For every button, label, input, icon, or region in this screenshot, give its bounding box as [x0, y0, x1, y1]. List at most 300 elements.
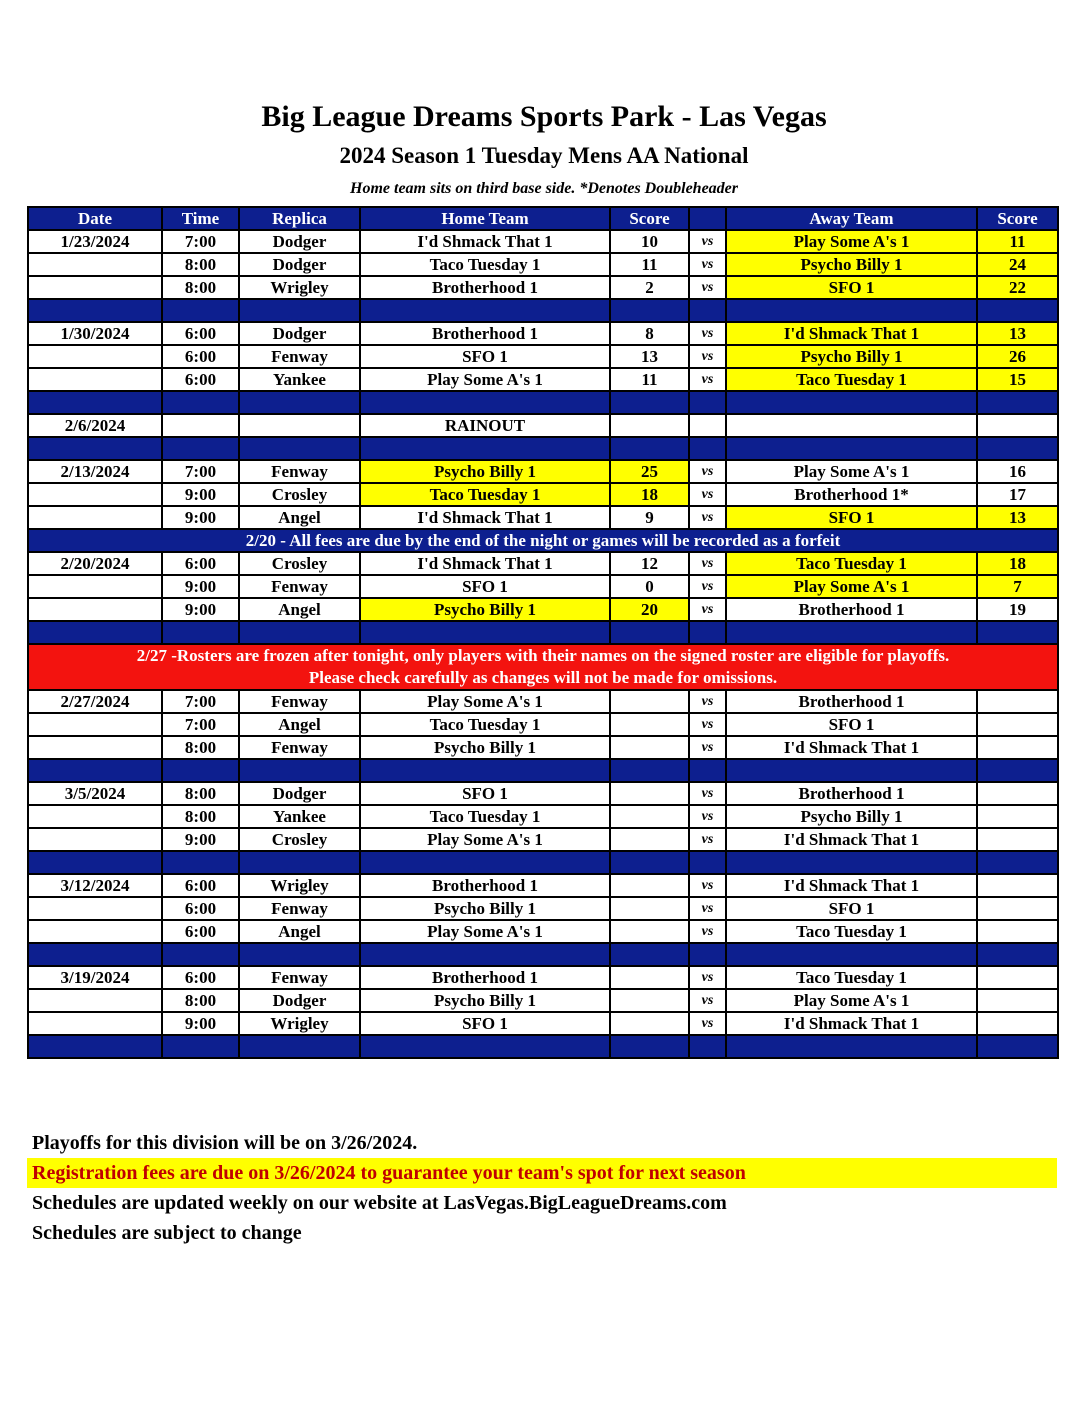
- away-score-cell: [977, 920, 1058, 943]
- home-score-cell: 11: [610, 368, 689, 391]
- away-team-cell: I'd Shmack That 1: [726, 1012, 977, 1035]
- replica-cell: Fenway: [239, 966, 360, 989]
- away-team-cell: Psycho Billy 1: [726, 253, 977, 276]
- away-team-cell: Taco Tuesday 1: [726, 920, 977, 943]
- away-score-cell: 22: [977, 276, 1058, 299]
- game-row: [28, 345, 1058, 368]
- time-cell: 9:00: [162, 598, 239, 621]
- home-team-cell: Psycho Billy 1: [360, 736, 610, 759]
- home-score-cell: 2: [610, 276, 689, 299]
- game-row: [28, 713, 1058, 736]
- time-cell: 8:00: [162, 805, 239, 828]
- home-score-cell: [610, 828, 689, 851]
- vs-cell: vs: [689, 598, 726, 621]
- home-team-cell: SFO 1: [360, 782, 610, 805]
- game-row: [28, 966, 1058, 989]
- away-team-cell: Play Some A's 1: [726, 989, 977, 1012]
- separator-cell: [239, 943, 360, 966]
- home-team-cell: Play Some A's 1: [360, 920, 610, 943]
- replica-cell: Fenway: [239, 736, 360, 759]
- separator-cell: [689, 759, 726, 782]
- date-cell: 3/12/2024: [28, 874, 162, 897]
- home-team-cell: SFO 1: [360, 345, 610, 368]
- separator-cell: [28, 1035, 162, 1058]
- away-score-cell: [977, 736, 1058, 759]
- separator-cell: [610, 759, 689, 782]
- date-cell: [28, 1012, 162, 1035]
- date-cell: 1/23/2024: [28, 230, 162, 253]
- away-team-cell: Psycho Billy 1: [726, 345, 977, 368]
- away-score-cell: [977, 782, 1058, 805]
- game-row: [28, 322, 1058, 345]
- away-team-cell: SFO 1: [726, 276, 977, 299]
- away-score-cell: 17: [977, 483, 1058, 506]
- game-row: [28, 805, 1058, 828]
- vs-cell: vs: [689, 345, 726, 368]
- game-row: [28, 506, 1058, 529]
- notice-row: [28, 529, 1058, 552]
- separator-cell: [239, 391, 360, 414]
- replica-cell: Angel: [239, 506, 360, 529]
- page-subtitle: 2024 Season 1 Tuesday Mens AA National: [339, 143, 749, 168]
- separator-cell: [610, 1035, 689, 1058]
- separator-cell: [726, 621, 977, 644]
- separator-cell: [977, 851, 1058, 874]
- time-cell: 6:00: [162, 897, 239, 920]
- time-cell: 6:00: [162, 966, 239, 989]
- time-cell: 6:00: [162, 322, 239, 345]
- separator-cell: [162, 1035, 239, 1058]
- away-team-cell: I'd Shmack That 1: [726, 874, 977, 897]
- replica-cell: Angel: [239, 598, 360, 621]
- separator-row: [28, 759, 1058, 782]
- away-score-cell: 19: [977, 598, 1058, 621]
- away-score-cell: 16: [977, 460, 1058, 483]
- separator-cell: [360, 391, 610, 414]
- replica-cell: Crosley: [239, 828, 360, 851]
- vs-cell: vs: [689, 253, 726, 276]
- vs-cell: vs: [689, 805, 726, 828]
- separator-cell: [726, 299, 977, 322]
- home-team-cell: Play Some A's 1: [360, 828, 610, 851]
- alert-text-line1: 2/27 -Rosters are frozen after tonight, only players with their names on the signed roster are eligible for playoffs.: [136, 646, 950, 665]
- separator-cell: [239, 437, 360, 460]
- separator-cell: [239, 1035, 360, 1058]
- replica-cell: Wrigley: [239, 1012, 360, 1035]
- separator-cell: [610, 851, 689, 874]
- separator-cell: [28, 621, 162, 644]
- separator-cell: [726, 437, 977, 460]
- home-score-cell: [610, 805, 689, 828]
- game-row: [28, 598, 1058, 621]
- away-score-cell: 15: [977, 368, 1058, 391]
- away-score-cell: 26: [977, 345, 1058, 368]
- separator-row: [28, 391, 1058, 414]
- vs-cell: vs: [689, 483, 726, 506]
- home-team-cell: RAINOUT: [360, 414, 610, 437]
- game-row: [28, 736, 1058, 759]
- alert-text-line2: Please check carefully as changes will not be made for omissions.: [308, 668, 778, 687]
- home-team-cell: Brotherhood 1: [360, 966, 610, 989]
- time-cell: 8:00: [162, 989, 239, 1012]
- separator-cell: [162, 299, 239, 322]
- game-row: [28, 230, 1058, 253]
- away-team-cell: SFO 1: [726, 897, 977, 920]
- away-team-cell: Play Some A's 1: [726, 460, 977, 483]
- separator-row: [28, 943, 1058, 966]
- home-team-cell: Psycho Billy 1: [360, 989, 610, 1012]
- home-score-cell: 25: [610, 460, 689, 483]
- away-team-cell: Taco Tuesday 1: [726, 552, 977, 575]
- time-cell: 6:00: [162, 552, 239, 575]
- col-header-away-score: Score: [977, 207, 1058, 230]
- vs-cell: vs: [689, 552, 726, 575]
- schedule-table: [27, 206, 1059, 1059]
- date-cell: 2/6/2024: [28, 414, 162, 437]
- game-row: [28, 460, 1058, 483]
- page-note: Home team sits on third base side. *Denotes Doubleheader: [350, 180, 738, 197]
- away-team-cell: Brotherhood 1: [726, 598, 977, 621]
- replica-cell: Crosley: [239, 552, 360, 575]
- vs-cell: vs: [689, 460, 726, 483]
- away-team-cell: Brotherhood 1: [726, 690, 977, 713]
- away-team-cell: I'd Shmack That 1: [726, 322, 977, 345]
- vs-cell: vs: [689, 506, 726, 529]
- separator-cell: [360, 759, 610, 782]
- time-cell: 7:00: [162, 690, 239, 713]
- separator-cell: [689, 943, 726, 966]
- separator-cell: [726, 759, 977, 782]
- separator-cell: [689, 1035, 726, 1058]
- home-score-cell: [610, 874, 689, 897]
- away-score-cell: 24: [977, 253, 1058, 276]
- separator-cell: [977, 759, 1058, 782]
- separator-row: [28, 299, 1058, 322]
- vs-cell: vs: [689, 920, 726, 943]
- replica-cell: Crosley: [239, 483, 360, 506]
- vs-cell: vs: [689, 713, 726, 736]
- separator-cell: [162, 759, 239, 782]
- away-team-cell: SFO 1: [726, 713, 977, 736]
- home-score-cell: [610, 966, 689, 989]
- replica-cell: Dodger: [239, 782, 360, 805]
- home-score-cell: 11: [610, 253, 689, 276]
- replica-cell: [239, 414, 360, 437]
- page-title: Big League Dreams Sports Park - Las Vegas: [261, 100, 827, 133]
- home-score-cell: 0: [610, 575, 689, 598]
- time-cell: 9:00: [162, 828, 239, 851]
- time-cell: 8:00: [162, 253, 239, 276]
- away-team-cell: Psycho Billy 1: [726, 805, 977, 828]
- home-score-cell: 18: [610, 483, 689, 506]
- schedule-change-note: Schedules are subject to change: [32, 1222, 302, 1244]
- time-cell: [162, 414, 239, 437]
- game-row: [28, 874, 1058, 897]
- separator-cell: [977, 943, 1058, 966]
- game-row: [28, 276, 1058, 299]
- separator-cell: [360, 943, 610, 966]
- separator-cell: [162, 851, 239, 874]
- separator-row: [28, 437, 1058, 460]
- home-team-cell: Play Some A's 1: [360, 690, 610, 713]
- away-team-cell: Taco Tuesday 1: [726, 368, 977, 391]
- alert-cell: [28, 644, 1058, 690]
- separator-cell: [610, 621, 689, 644]
- away-score-cell: [977, 690, 1058, 713]
- away-team-cell: I'd Shmack That 1: [726, 736, 977, 759]
- away-score-cell: 13: [977, 322, 1058, 345]
- time-cell: 9:00: [162, 506, 239, 529]
- replica-cell: Fenway: [239, 345, 360, 368]
- separator-cell: [28, 299, 162, 322]
- home-team-cell: Brotherhood 1: [360, 322, 610, 345]
- away-team-cell: Play Some A's 1: [726, 230, 977, 253]
- vs-cell: vs: [689, 230, 726, 253]
- vs-cell: vs: [689, 736, 726, 759]
- game-row: [28, 828, 1058, 851]
- game-row: [28, 368, 1058, 391]
- away-team-cell: [726, 414, 977, 437]
- playoffs-note: Playoffs for this division will be on 3/26/2024.: [32, 1132, 418, 1154]
- col-header-time: Time: [162, 207, 239, 230]
- home-score-cell: [610, 713, 689, 736]
- separator-cell: [239, 299, 360, 322]
- home-team-cell: Psycho Billy 1: [360, 897, 610, 920]
- home-team-cell: Brotherhood 1: [360, 276, 610, 299]
- vs-cell: vs: [689, 989, 726, 1012]
- game-row: [28, 253, 1058, 276]
- replica-cell: Angel: [239, 920, 360, 943]
- date-cell: [28, 989, 162, 1012]
- separator-cell: [689, 299, 726, 322]
- home-team-cell: Psycho Billy 1: [360, 460, 610, 483]
- game-row: [28, 414, 1058, 437]
- home-score-cell: [610, 920, 689, 943]
- separator-cell: [360, 1035, 610, 1058]
- replica-cell: Fenway: [239, 460, 360, 483]
- separator-cell: [610, 299, 689, 322]
- separator-cell: [239, 621, 360, 644]
- home-team-cell: Taco Tuesday 1: [360, 483, 610, 506]
- home-team-cell: I'd Shmack That 1: [360, 506, 610, 529]
- replica-cell: Dodger: [239, 989, 360, 1012]
- date-cell: [28, 713, 162, 736]
- separator-cell: [28, 851, 162, 874]
- time-cell: 6:00: [162, 874, 239, 897]
- home-score-cell: [610, 782, 689, 805]
- game-row: [28, 989, 1058, 1012]
- date-cell: [28, 897, 162, 920]
- time-cell: 8:00: [162, 782, 239, 805]
- date-cell: [28, 598, 162, 621]
- registration-note: Registration fees are due on 3/26/2024 to guarantee your team's spot for next season: [27, 1158, 1057, 1188]
- home-team-cell: Play Some A's 1: [360, 368, 610, 391]
- vs-cell: vs: [689, 828, 726, 851]
- game-row: [28, 897, 1058, 920]
- separator-cell: [610, 943, 689, 966]
- game-row: [28, 782, 1058, 805]
- time-cell: 9:00: [162, 483, 239, 506]
- separator-cell: [610, 437, 689, 460]
- game-row: [28, 1012, 1058, 1035]
- separator-cell: [28, 759, 162, 782]
- replica-cell: Dodger: [239, 322, 360, 345]
- separator-cell: [689, 621, 726, 644]
- home-score-cell: 8: [610, 322, 689, 345]
- home-score-cell: [610, 736, 689, 759]
- home-score-cell: 9: [610, 506, 689, 529]
- vs-cell: vs: [689, 276, 726, 299]
- replica-cell: Fenway: [239, 690, 360, 713]
- date-cell: [28, 805, 162, 828]
- date-cell: [28, 920, 162, 943]
- date-cell: [28, 483, 162, 506]
- separator-cell: [977, 621, 1058, 644]
- date-cell: 2/13/2024: [28, 460, 162, 483]
- away-score-cell: [977, 1012, 1058, 1035]
- away-score-cell: 13: [977, 506, 1058, 529]
- separator-cell: [689, 437, 726, 460]
- footer-notes: [27, 1128, 1057, 1248]
- game-row: [28, 575, 1058, 598]
- separator-cell: [162, 391, 239, 414]
- home-team-cell: Taco Tuesday 1: [360, 253, 610, 276]
- away-score-cell: [977, 414, 1058, 437]
- replica-cell: Fenway: [239, 897, 360, 920]
- date-cell: [28, 575, 162, 598]
- date-cell: 2/20/2024: [28, 552, 162, 575]
- vs-cell: vs: [689, 575, 726, 598]
- separator-cell: [162, 621, 239, 644]
- separator-cell: [689, 851, 726, 874]
- separator-row: [28, 621, 1058, 644]
- home-score-cell: [610, 414, 689, 437]
- separator-cell: [239, 851, 360, 874]
- date-cell: [28, 506, 162, 529]
- replica-cell: Dodger: [239, 253, 360, 276]
- time-cell: 9:00: [162, 1012, 239, 1035]
- separator-cell: [726, 391, 977, 414]
- away-team-cell: SFO 1: [726, 506, 977, 529]
- home-score-cell: 20: [610, 598, 689, 621]
- away-score-cell: 18: [977, 552, 1058, 575]
- separator-cell: [162, 437, 239, 460]
- home-score-cell: [610, 1012, 689, 1035]
- vs-cell: vs: [689, 368, 726, 391]
- away-team-cell: I'd Shmack That 1: [726, 828, 977, 851]
- replica-cell: Dodger: [239, 230, 360, 253]
- replica-cell: Yankee: [239, 805, 360, 828]
- date-cell: 3/19/2024: [28, 966, 162, 989]
- col-header-home-team: Home Team: [360, 207, 610, 230]
- separator-cell: [689, 391, 726, 414]
- time-cell: 7:00: [162, 230, 239, 253]
- away-team-cell: Brotherhood 1: [726, 782, 977, 805]
- time-cell: 9:00: [162, 575, 239, 598]
- away-team-cell: Play Some A's 1: [726, 575, 977, 598]
- separator-cell: [28, 437, 162, 460]
- away-score-cell: [977, 897, 1058, 920]
- time-cell: 8:00: [162, 276, 239, 299]
- away-score-cell: [977, 874, 1058, 897]
- time-cell: 6:00: [162, 345, 239, 368]
- time-cell: 6:00: [162, 368, 239, 391]
- separator-cell: [360, 851, 610, 874]
- vs-cell: vs: [689, 897, 726, 920]
- home-team-cell: Psycho Billy 1: [360, 598, 610, 621]
- separator-cell: [28, 943, 162, 966]
- alert-row: [28, 644, 1058, 690]
- separator-cell: [162, 943, 239, 966]
- replica-cell: Wrigley: [239, 874, 360, 897]
- date-cell: [28, 276, 162, 299]
- separator-cell: [360, 621, 610, 644]
- separator-cell: [977, 299, 1058, 322]
- separator-cell: [977, 437, 1058, 460]
- vs-cell: vs: [689, 322, 726, 345]
- replica-cell: Fenway: [239, 575, 360, 598]
- time-cell: 7:00: [162, 713, 239, 736]
- home-team-cell: Brotherhood 1: [360, 874, 610, 897]
- home-score-cell: 13: [610, 345, 689, 368]
- away-score-cell: [977, 713, 1058, 736]
- vs-cell: vs: [689, 966, 726, 989]
- away-score-cell: [977, 828, 1058, 851]
- date-cell: 2/27/2024: [28, 690, 162, 713]
- game-row: [28, 690, 1058, 713]
- vs-cell: vs: [689, 690, 726, 713]
- home-score-cell: [610, 897, 689, 920]
- home-score-cell: [610, 690, 689, 713]
- vs-cell: vs: [689, 1012, 726, 1035]
- replica-cell: Angel: [239, 713, 360, 736]
- col-header-away-team: Away Team: [726, 207, 977, 230]
- date-cell: 1/30/2024: [28, 322, 162, 345]
- separator-cell: [610, 391, 689, 414]
- home-team-cell: I'd Shmack That 1: [360, 230, 610, 253]
- separator-cell: [28, 391, 162, 414]
- time-cell: 6:00: [162, 920, 239, 943]
- date-cell: [28, 253, 162, 276]
- home-score-cell: [610, 989, 689, 1012]
- home-team-cell: Taco Tuesday 1: [360, 713, 610, 736]
- date-cell: [28, 828, 162, 851]
- col-header-replica: Replica: [239, 207, 360, 230]
- away-score-cell: [977, 805, 1058, 828]
- schedule-body: [28, 230, 1058, 1058]
- vs-cell: vs: [689, 782, 726, 805]
- notice-text: 2/20 - All fees are due by the end of the night or games will be recorded as a forfeit: [28, 529, 1058, 552]
- away-score-cell: [977, 966, 1058, 989]
- col-header-home-score: Score: [610, 207, 689, 230]
- home-team-cell: Taco Tuesday 1: [360, 805, 610, 828]
- game-row: [28, 552, 1058, 575]
- separator-row: [28, 851, 1058, 874]
- vs-cell: vs: [689, 874, 726, 897]
- separator-cell: [360, 299, 610, 322]
- separator-row: [28, 1035, 1058, 1058]
- col-header-vs: [689, 207, 726, 230]
- date-cell: [28, 736, 162, 759]
- time-cell: 7:00: [162, 460, 239, 483]
- separator-cell: [239, 759, 360, 782]
- col-header-date: Date: [28, 207, 162, 230]
- separator-cell: [360, 437, 610, 460]
- separator-cell: [726, 851, 977, 874]
- vs-cell: [689, 414, 726, 437]
- separator-cell: [726, 1035, 977, 1058]
- away-score-cell: 7: [977, 575, 1058, 598]
